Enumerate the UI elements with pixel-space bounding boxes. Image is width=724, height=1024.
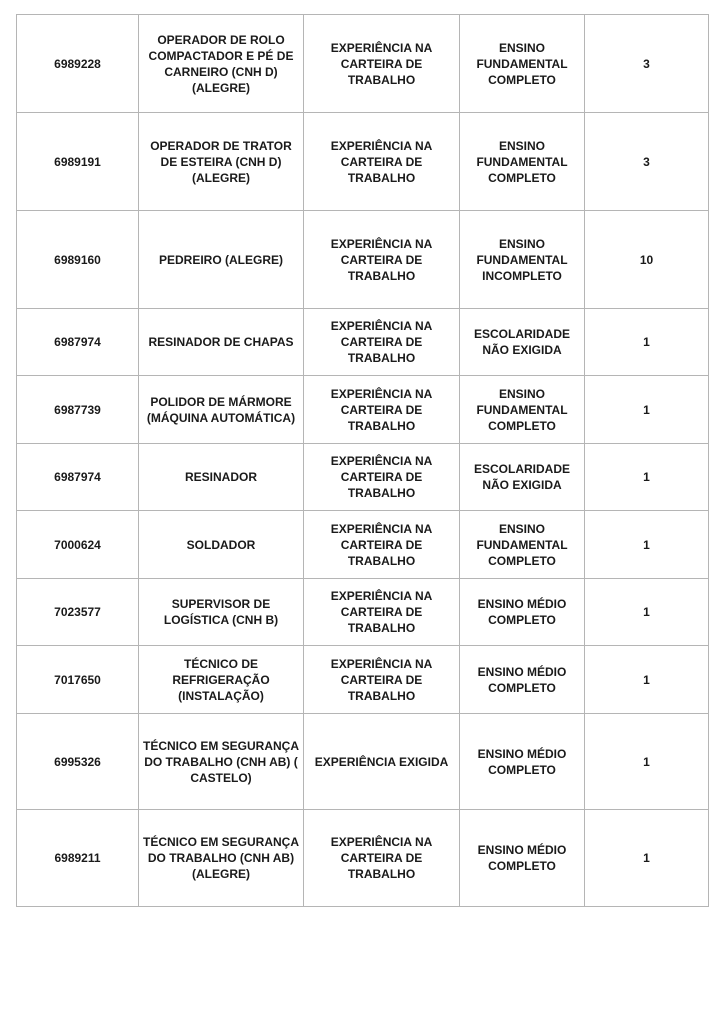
experience-cell: EXPERIÊNCIA NA CARTEIRA DE TRABALHO <box>304 444 460 511</box>
education-cell: ENSINO FUNDAMENTAL COMPLETO <box>460 113 585 211</box>
job-code-cell: 6989228 <box>17 15 139 113</box>
table-row <box>17 211 709 309</box>
education-cell: ENSINO FUNDAMENTAL COMPLETO <box>460 511 585 579</box>
table-row <box>17 376 709 444</box>
table-row <box>17 15 709 113</box>
table-row <box>17 113 709 211</box>
vacancies-cell: 1 <box>585 444 709 511</box>
job-code-cell: 6987974 <box>17 309 139 376</box>
education-cell: ENSINO MÉDIO COMPLETO <box>460 810 585 907</box>
vacancies-cell: 10 <box>585 211 709 309</box>
table-row <box>17 309 709 376</box>
occupation-cell: RESINADOR <box>139 444 304 511</box>
vacancies-cell: 1 <box>585 579 709 646</box>
occupation-cell: RESINADOR DE CHAPAS <box>139 309 304 376</box>
education-cell: ENSINO FUNDAMENTAL COMPLETO <box>460 15 585 113</box>
job-code-cell: 6989160 <box>17 211 139 309</box>
education-cell: ESCOLARIDADE NÃO EXIGIDA <box>460 309 585 376</box>
experience-cell: EXPERIÊNCIA NA CARTEIRA DE TRABALHO <box>304 376 460 444</box>
experience-cell: EXPERIÊNCIA NA CARTEIRA DE TRABALHO <box>304 113 460 211</box>
vacancies-cell: 1 <box>585 714 709 810</box>
job-vacancies-table <box>16 14 709 907</box>
experience-cell: EXPERIÊNCIA NA CARTEIRA DE TRABALHO <box>304 309 460 376</box>
job-code-cell: 6989211 <box>17 810 139 907</box>
education-cell: ESCOLARIDADE NÃO EXIGIDA <box>460 444 585 511</box>
vacancies-cell: 3 <box>585 15 709 113</box>
vacancies-cell: 1 <box>585 646 709 714</box>
occupation-cell: TÉCNICO DE REFRIGERAÇÃO (INSTALAÇÃO) <box>139 646 304 714</box>
job-code-cell: 7000624 <box>17 511 139 579</box>
table-row <box>17 444 709 511</box>
experience-cell: EXPERIÊNCIA EXIGIDA <box>304 714 460 810</box>
job-code-cell: 6995326 <box>17 714 139 810</box>
table-row <box>17 579 709 646</box>
vacancies-cell: 1 <box>585 810 709 907</box>
education-cell: ENSINO FUNDAMENTAL COMPLETO <box>460 376 585 444</box>
job-code-cell: 6987974 <box>17 444 139 511</box>
occupation-cell: TÉCNICO EM SEGURANÇA DO TRABALHO (CNH AB) (ALEGRE) <box>139 810 304 907</box>
occupation-cell: PEDREIRO (ALEGRE) <box>139 211 304 309</box>
occupation-cell: SOLDADOR <box>139 511 304 579</box>
education-cell: ENSINO FUNDAMENTAL INCOMPLETO <box>460 211 585 309</box>
experience-cell: EXPERIÊNCIA NA CARTEIRA DE TRABALHO <box>304 810 460 907</box>
vacancies-cell: 1 <box>585 376 709 444</box>
table-row <box>17 646 709 714</box>
vacancies-cell: 3 <box>585 113 709 211</box>
education-cell: ENSINO MÉDIO COMPLETO <box>460 714 585 810</box>
job-code-cell: 7023577 <box>17 579 139 646</box>
table-row <box>17 810 709 907</box>
job-code-cell: 6989191 <box>17 113 139 211</box>
occupation-cell: TÉCNICO EM SEGURANÇA DO TRABALHO (CNH AB) ( CASTELO) <box>139 714 304 810</box>
occupation-cell: OPERADOR DE TRATOR DE ESTEIRA (CNH D) (ALEGRE) <box>139 113 304 211</box>
vacancies-cell: 1 <box>585 309 709 376</box>
job-code-cell: 7017650 <box>17 646 139 714</box>
experience-cell: EXPERIÊNCIA NA CARTEIRA DE TRABALHO <box>304 211 460 309</box>
education-cell: ENSINO MÉDIO COMPLETO <box>460 579 585 646</box>
occupation-cell: SUPERVISOR DE LOGÍSTICA (CNH B) <box>139 579 304 646</box>
occupation-cell: POLIDOR DE MÁRMORE (MÁQUINA AUTOMÁTICA) <box>139 376 304 444</box>
experience-cell: EXPERIÊNCIA NA CARTEIRA DE TRABALHO <box>304 579 460 646</box>
occupation-cell: OPERADOR DE ROLO COMPACTADOR E PÉ DE CARNEIRO (CNH D) (ALEGRE) <box>139 15 304 113</box>
table-row <box>17 714 709 810</box>
experience-cell: EXPERIÊNCIA NA CARTEIRA DE TRABALHO <box>304 511 460 579</box>
experience-cell: EXPERIÊNCIA NA CARTEIRA DE TRABALHO <box>304 646 460 714</box>
education-cell: ENSINO MÉDIO COMPLETO <box>460 646 585 714</box>
table-row <box>17 511 709 579</box>
job-code-cell: 6987739 <box>17 376 139 444</box>
experience-cell: EXPERIÊNCIA NA CARTEIRA DE TRABALHO <box>304 15 460 113</box>
vacancies-cell: 1 <box>585 511 709 579</box>
